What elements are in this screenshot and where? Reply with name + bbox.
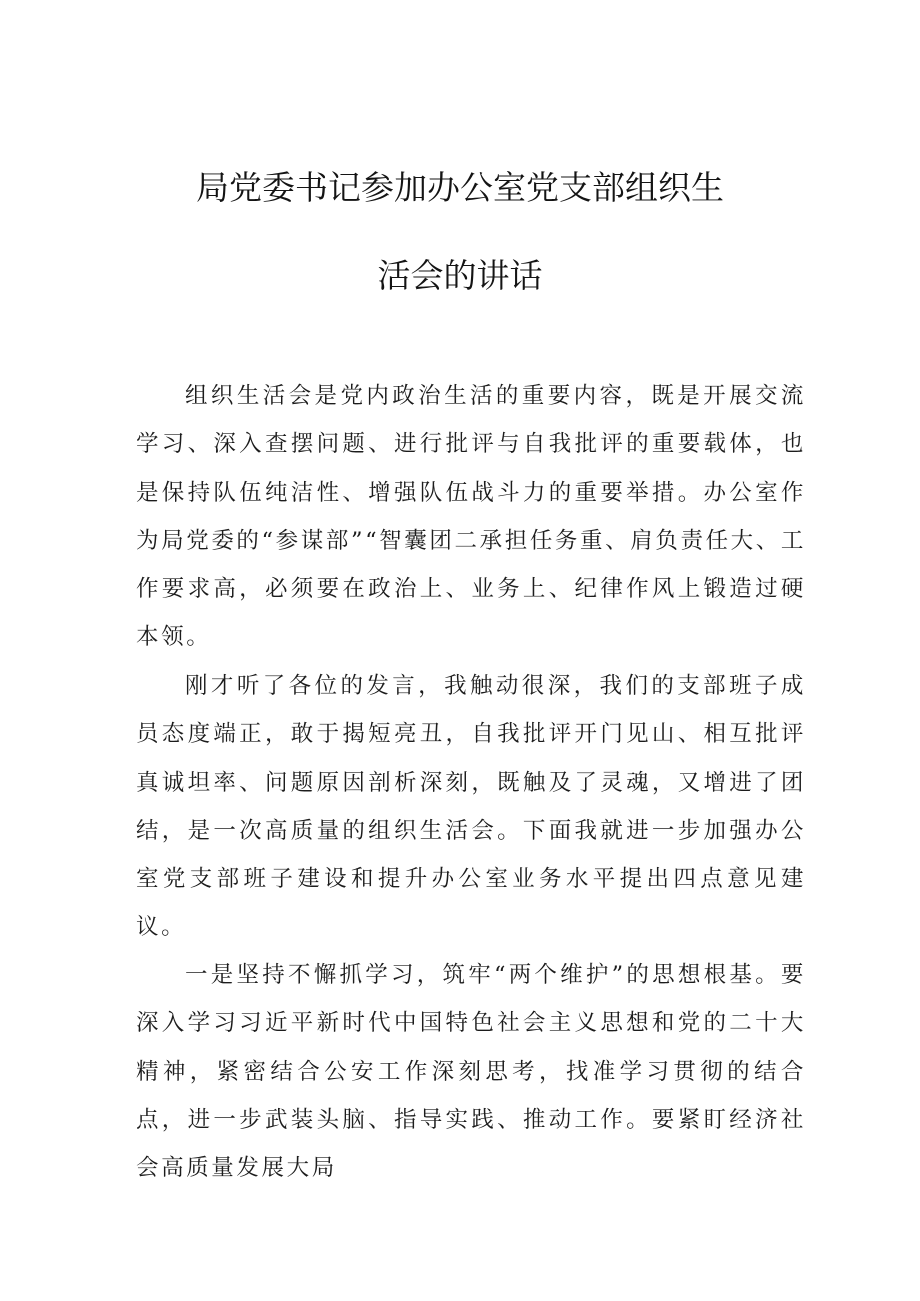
paragraph-1: 组织生活会是党内政治生活的重要内容，既是开展交流学习、深入查摆问题、进行批评与自我批评的重要载体，也是保持队伍纯洁性、增强队伍战斗力的重要举措。办公室作为局党委的“参谋部”“智囊团二承担任务重、肩负责任大、工作要求高，必须要在政治上、业务上、纪律作风上锻造过硬本领。 xyxy=(136,383,806,651)
paragraph-3: 一是坚持不懈抓学习，筑牢“两个维护”的思想根基。要深入学习习近平新时代中国特色社会主义思想和党的二十大精神，紧密结合公安工作深刻思考，找准学习贯彻的结合点，进一步武装头脑、指导实践、推动工作。要紧盯经济社会高质量发展大局 xyxy=(136,962,806,1182)
paragraph-2: 刚才听了各位的发言，我触动很深，我们的支部班子成员态度端正，敢于揭短亮丑，自我批评开门见山、相互批评真诚坦率、问题原因剖析深刻，既触及了灵魂，又增进了团结，是一次高质量的组织生活会。下面我就进一步加强办公室党支部班子建设和提升办公室业务水平提出四点意见建议。 xyxy=(136,673,806,941)
document-title-line-1: 局党委书记参加办公室党支部组织生 xyxy=(196,168,724,207)
document-title-line-2: 活会的讲话 xyxy=(377,256,543,295)
